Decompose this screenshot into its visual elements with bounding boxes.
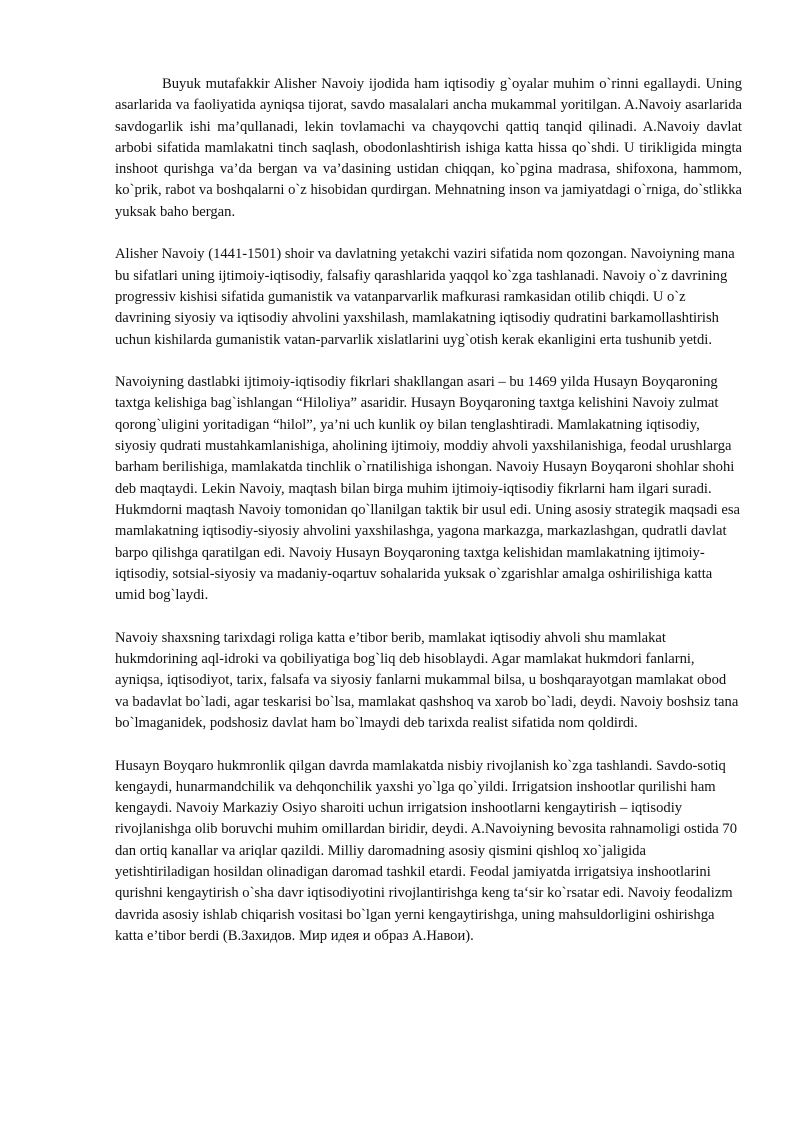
paragraph-intro: Buyuk mutafakkir Alisher Navoiy ijodida ham iqtisodiy g`oyalar muhim o`rinni egallaydi. Uning asarlarida va faoliyatida ayniqsa tijorat, savdo masalalari ancha mukammal yoritilgan. A.Navoiy asarlarida savdogarlik ishi ma’qullanadi, lekin tovlamachi va chayqovchi qattiq tanqid qilinadi. A.Navoiy davlat arbobi sifatida mamlakatni tinch saqlash, obodonlashtirish ishiga katta hissa qo`shdi. U tirikligida mingta inshoot qurishga va’da bergan va va’dasining ustidan chiqqan, ko`pgina madrasa, shifoxona, hammom, ko`prik, rabot va boshqalarni o`z hisobidan qurdirgan. Mehnatning inson va jamiyatdagi o`rniga, do`stlikka yuksak baho bergan. (115, 76, 742, 220)
paragraph-ruler-role: Navoiy shaxsning tarixdagi roliga katta e’tibor berib, mamlakat iqtisodiy ahvoli shu mamlakat hukmdorining aql-idroki va qobiliyatiga bog`liq deb hisoblaydi. Agar mamlakat hukmdori fanlarni, ayniqsa, iqtisodiyot, tarix, falsafa va siyosiy fanlarni mukammal bilsa, u boshqarayotgan mamlakat obod va badavlat bo`ladi, agar teskarisi bo`lsa, mamlakat qashshoq va xarob bo`ladi, deydi. Navoiy boshsiz tana bo`lmaganidek, podshosiz davlat ham bo`lmaydi deb tarixda realist sifatida nom qoldirdi. (115, 629, 739, 731)
paragraph-irrigation: Husayn Boyqaro hukmronlik qilgan davrda mamlakatda nisbiy rivojlanish ko`zga tashlandi. Savdo-sotiq kengaydi, hunarmandchilik va dehqonchilik yaxshi yo`lga qo`yildi. Irrigatsion inshootlar qurilishi ham kengaydi. Navoiy Markaziy Osiyo sharoiti uchun irrigatsion inshootlarni kengaytirish – iqtisodiy rivojlanishga olib boruvchi muhim omillardan biridir, deydi. A.Navoiyning bevosita rahnamoligi ostida 70 dan ortiq kanallar va ariqlar qazildi. Milliy daromadning asosiy qismini qishloq xo`jaligida yetishtiriladigan hosildan olinadigan daromad tashkil etardi. Feodal jamiyatda irrigatsiya inshootlarini qurishni kengaytirish o`sha davr iqtisodiyotini rivojlantirishga keng ta‘sir ko`rsatar edi. Navoiy feodalizm davrida asosiy ishlab chiqarish vositasi bo`lgan yerni kengaytirishga, uning mahsuldorligini oshirishga katta e’tibor berdi (В.Захидов. Мир идея и образ А.Навои). (115, 757, 737, 944)
paragraph-biography: Alisher Navoiy (1441-1501) shoir va davlatning yetakchi vaziri sifatida nom qozongan. Navoiyning mana bu sifatlari uning ijtimoiy-iqtisodiy, falsafiy qarashlarida yaqqol ko`zga tashlanadi. Navoiy o`z davrining progressiv kishisi sifatida gumanistik va vatanparvarlik mafkurasi ramkasidan otilib chiqdi. U o`z davrining siyosiy va iqtisodiy ahvolini yaxshilash, mamlakatning iqtisodiy qudratini barkamollashtirish uchun kishilarda gumanistik vatan-parvarlik xislatlarini uyg`otish kerak ekanligini erta tushunib yetdi. (115, 246, 735, 348)
paragraph-hiloliya: Navoiyning dastlabki ijtimoiy-iqtisodiy fikrlari shakllangan asari – bu 1469 yilda Husayn Boyqaroning taxtga kelishiga bag`ishlangan “Hiloliya” asaridir. Husayn Boyqaroning taxtga kelishini Navoiy zulmat qorong`uligini yoritadigan “hilol”, ya’ni uch kunlik oy bilan tenglashtiradi. Mamlakatning iqtisodiy, siyosiy qudrati mustahkamlanishiga, aholining ijtimoiy, moddiy ahvoli yaxshilanishiga, feodal urushlarga barham berilishiga, mamlakatda tinchlik o`rnatilishiga ishongan. Navoiy Husayn Boyqaroni shohlar shohi deb maqtaydi. Lekin Navoiy, maqtash bilan birga muhim ijtimoiy-iqtisodiy fikrlarni ham ilgari suradi. Hukmdorni maqtash Navoiy tomonidan qo`llanilgan taktik bir usul edi. Uning asosiy strategik maqsadi esa mamlakatning iqtisodiy-siyosiy ahvolini yaxshilashga, yagona markazga, markazlashgan, qudratli davlat barpo qilishga qaratilgan edi. Navoiy Husayn Boyqaroning taxtga kelishidan mamlakatning ijtimoiy-iqtisodiy, sotsial-siyosiy va madaniy-oqartuv sohalarida yuksak o`zgarishlar amalga oshirilishiga katta umid bog`laydi. (115, 374, 740, 604)
document-page (115, 74, 742, 968)
